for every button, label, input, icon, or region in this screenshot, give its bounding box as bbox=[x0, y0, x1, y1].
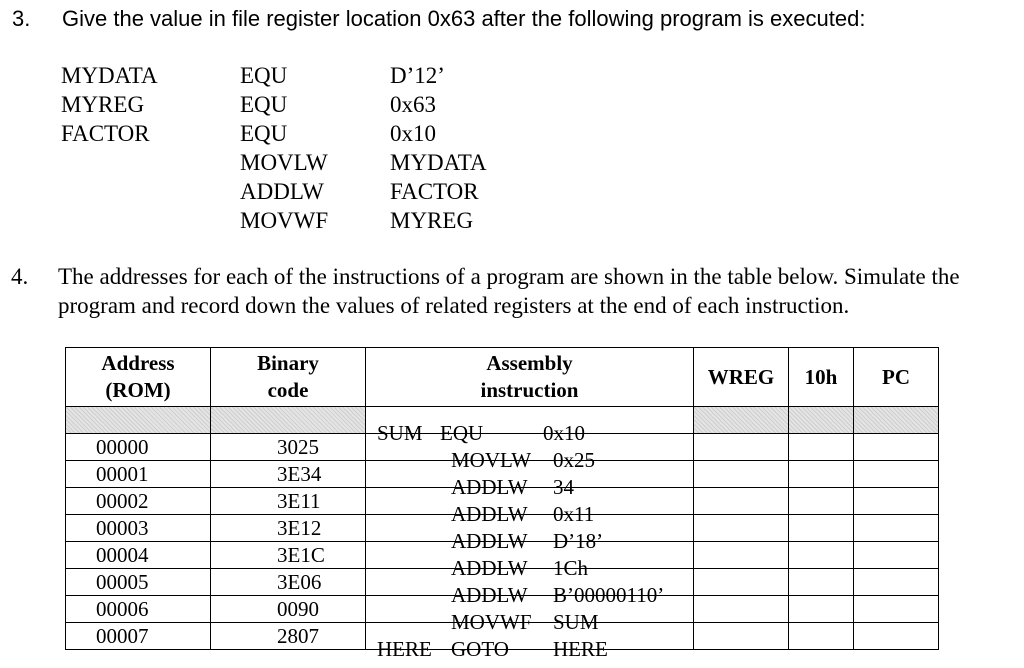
asm-mnemonic: ADDLW bbox=[451, 529, 528, 553]
code-operand: 0x10 bbox=[390, 121, 436, 146]
question-3-number: 3. bbox=[12, 6, 31, 31]
assembly-cell bbox=[366, 461, 694, 499]
equ-row bbox=[66, 407, 939, 434]
reg10h-cell[interactable] bbox=[789, 461, 854, 488]
asm-label: HERE bbox=[377, 637, 432, 661]
table-row bbox=[66, 596, 939, 623]
header-pc: PC bbox=[854, 348, 939, 407]
binary-cell: 3E12 bbox=[211, 515, 366, 542]
address-cell: 00004 bbox=[66, 542, 211, 569]
code-operand: MYREG bbox=[390, 208, 474, 233]
asm-operand: 0x11 bbox=[553, 502, 595, 526]
code-mnemonic: EQU bbox=[240, 92, 288, 117]
header-assembly: Assembly instruction bbox=[366, 348, 694, 407]
asm-mnemonic: GOTO bbox=[451, 637, 509, 661]
address-cell: 00000 bbox=[66, 434, 211, 461]
header-address: Address (ROM) bbox=[66, 348, 211, 407]
header-wreg: WREG bbox=[694, 348, 789, 407]
code-mnemonic: MOVWF bbox=[240, 208, 329, 233]
asm-mnemonic: ADDLW bbox=[451, 502, 528, 526]
binary-cell: 3E11 bbox=[211, 488, 366, 515]
assembly-cell bbox=[366, 569, 694, 607]
asm-mnemonic: ADDLW bbox=[451, 556, 528, 580]
simulation-table bbox=[65, 347, 939, 661]
question-3-text: Give the value in file register location 0x63 after the following program is executed: bbox=[62, 6, 866, 31]
pc-cell[interactable] bbox=[854, 623, 939, 650]
wreg-cell[interactable] bbox=[694, 488, 789, 515]
asm-operand: 1Ch bbox=[553, 556, 589, 580]
asm-operand: HERE bbox=[553, 637, 608, 661]
code-mnemonic: EQU bbox=[240, 121, 288, 146]
assembly-cell bbox=[366, 542, 694, 580]
pc-cell[interactable] bbox=[854, 488, 939, 515]
code-mnemonic: MOVLW bbox=[240, 150, 328, 175]
reg10h-cell[interactable] bbox=[789, 542, 854, 569]
code-mnemonic: EQU bbox=[240, 63, 288, 88]
asm-operand: 0x10 bbox=[543, 421, 585, 445]
pc-cell[interactable] bbox=[854, 434, 939, 461]
asm-mnemonic: EQU bbox=[440, 421, 484, 445]
code-operand: MYDATA bbox=[390, 150, 487, 175]
assembly-cell bbox=[366, 407, 694, 445]
asm-mnemonic: ADDLW bbox=[451, 583, 528, 607]
pc-cell[interactable] bbox=[854, 542, 939, 569]
wreg-cell[interactable] bbox=[694, 515, 789, 542]
code-label: MYDATA bbox=[61, 63, 158, 88]
code-operand: FACTOR bbox=[390, 179, 479, 204]
asm-operand: 0x25 bbox=[553, 448, 595, 472]
code-operand: 0x63 bbox=[390, 92, 436, 117]
binary-cell: 3E06 bbox=[211, 569, 366, 596]
question-4-text: The addresses for each of the instructions of a program are shown in the table below. Simulate the program and record down the values of related registers at the end of each instruction. bbox=[58, 264, 960, 318]
table-row bbox=[66, 569, 939, 596]
table-row bbox=[66, 488, 939, 515]
binary-cell-shaded bbox=[211, 407, 366, 434]
header-10h: 10h bbox=[789, 348, 854, 407]
assembly-cell bbox=[366, 488, 694, 526]
asm-operand: B’00000110’ bbox=[553, 583, 665, 607]
table-row bbox=[66, 542, 939, 569]
address-cell: 00005 bbox=[66, 569, 211, 596]
code-label: MYREG bbox=[61, 92, 145, 117]
address-cell: 00002 bbox=[66, 488, 211, 515]
table-row bbox=[66, 461, 939, 488]
wreg-cell[interactable] bbox=[694, 623, 789, 650]
reg10h-cell-shaded bbox=[789, 407, 854, 434]
wreg-cell-shaded bbox=[694, 407, 789, 434]
wreg-cell[interactable] bbox=[694, 542, 789, 569]
wreg-cell[interactable] bbox=[694, 596, 789, 623]
assembly-cell bbox=[366, 596, 694, 634]
assembly-cell bbox=[366, 623, 694, 661]
asm-label: SUM bbox=[377, 421, 423, 445]
pc-cell[interactable] bbox=[854, 515, 939, 542]
binary-cell: 0090 bbox=[211, 596, 366, 623]
code-mnemonic: ADDLW bbox=[240, 179, 324, 204]
reg10h-cell[interactable] bbox=[789, 488, 854, 515]
asm-operand: SUM bbox=[553, 610, 599, 634]
address-cell: 00001 bbox=[66, 461, 211, 488]
binary-cell: 2807 bbox=[211, 623, 366, 650]
table-row bbox=[66, 515, 939, 542]
reg10h-cell[interactable] bbox=[789, 569, 854, 596]
binary-cell: 3E1C bbox=[211, 542, 366, 569]
assembly-cell bbox=[366, 515, 694, 553]
reg10h-cell[interactable] bbox=[789, 596, 854, 623]
binary-cell: 3025 bbox=[211, 434, 366, 461]
asm-mnemonic: MOVLW bbox=[451, 448, 532, 472]
code-label: FACTOR bbox=[61, 121, 150, 146]
table-header-row bbox=[66, 348, 939, 407]
address-cell: 00006 bbox=[66, 596, 211, 623]
wreg-cell[interactable] bbox=[694, 434, 789, 461]
code-operand: D’12’ bbox=[390, 63, 445, 88]
address-cell-shaded bbox=[66, 407, 211, 434]
asm-operand: 34 bbox=[553, 475, 574, 499]
pc-cell[interactable] bbox=[854, 461, 939, 488]
reg10h-cell[interactable] bbox=[789, 434, 854, 461]
asm-operand: D’18’ bbox=[553, 529, 604, 553]
table-row bbox=[66, 434, 939, 461]
pc-cell[interactable] bbox=[854, 569, 939, 596]
asm-mnemonic: ADDLW bbox=[451, 475, 528, 499]
reg10h-cell[interactable] bbox=[789, 515, 854, 542]
pc-cell[interactable] bbox=[854, 596, 939, 623]
question-4-number: 4. bbox=[11, 264, 29, 289]
address-cell: 00003 bbox=[66, 515, 211, 542]
wreg-cell[interactable] bbox=[694, 461, 789, 488]
header-binary: Binary code bbox=[211, 348, 366, 407]
table-row bbox=[66, 623, 939, 650]
wreg-cell[interactable] bbox=[694, 569, 789, 596]
binary-cell: 3E34 bbox=[211, 461, 366, 488]
assembly-cell bbox=[366, 434, 694, 472]
pc-cell-shaded bbox=[854, 407, 939, 434]
asm-mnemonic: MOVWF bbox=[451, 610, 532, 634]
reg10h-cell[interactable] bbox=[789, 623, 854, 650]
address-cell: 00007 bbox=[66, 623, 211, 650]
